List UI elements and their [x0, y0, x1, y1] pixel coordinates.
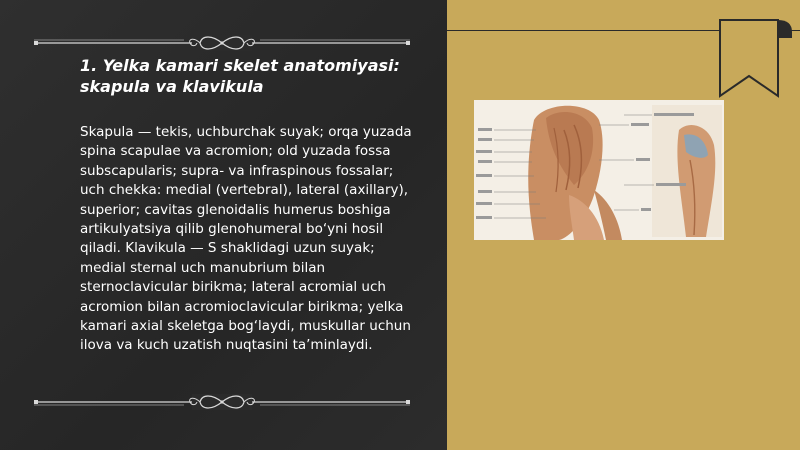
ornament-divider-top — [34, 33, 410, 53]
ornament-divider-bottom — [34, 392, 410, 412]
slide-body-text: Skapula — tekis, uchburchak suyak; orqa yuzada spina scapulae va acromion; old yuzada fossa subscapularis; supra- va infraspinous fossalar; uch chekka: medial (vertebral), lateral (axillary), superior; cavitas glenoidalis humerus boshiga artikulyatsiya qilib glenohumeral bo‘yni hosil qiladi. Klavikula — S shaklidagi uzun suyak; medial sternal uch manubrium bilan sternoclavicular birikma; lateral acromial uch acromion bilan acromioclavicular birikma; yelka kamari axial skeletga bog‘laydi, muskullar uchun ilova va kuch uzatish nuqtasini ta’minlaydi. — [80, 124, 412, 354]
anatomy-illustration — [474, 100, 724, 240]
slide-title: 1. Yelka kamari skelet anatomiyasi: skapula va klavikula — [80, 56, 400, 96]
bookmark-icon — [718, 18, 794, 100]
anatomy-illustration-icon — [474, 100, 724, 240]
